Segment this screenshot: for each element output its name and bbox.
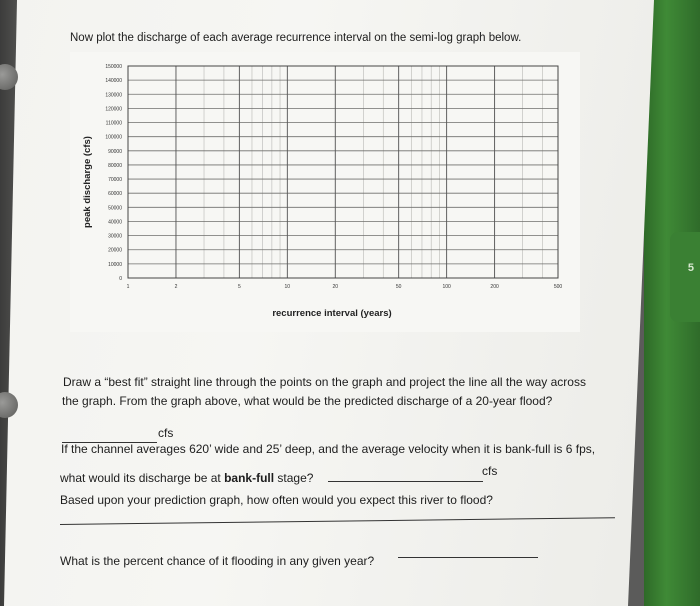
x-tick-label: 1 <box>126 284 130 290</box>
question-4: What is the percent chance of it flooding in any given year? <box>60 554 375 568</box>
question-1-line-1: Draw a “best fit” straight line through the points on the graph and project the line all the way across <box>63 375 586 389</box>
question-3: Based upon your prediction graph, how often would you expect this river to flood? <box>60 493 493 507</box>
folder-tab <box>670 232 700 322</box>
y-tick-label: 20000 <box>108 247 122 254</box>
question-2-line-2: what would its discharge be at bank-full stage? <box>60 471 314 485</box>
graph-instruction: Now plot the discharge of each average recurrence interval on the semi-log graph below. <box>70 32 522 44</box>
folder-number: 5 <box>687 262 694 274</box>
x-tick-label: 50 <box>395 284 402 290</box>
y-tick-label: 10000 <box>108 261 122 268</box>
x-tick-label: 200 <box>490 284 499 290</box>
x-tick-label: 10 <box>284 284 291 290</box>
y-tick-label: 50000 <box>108 205 122 212</box>
x-axis-label: recurrence interval (years) <box>272 308 392 319</box>
y-tick-label: 40000 <box>108 219 122 226</box>
x-tick-label: 100 <box>442 284 451 290</box>
y-tick-label: 30000 <box>108 233 122 240</box>
y-axis-label: peak discharge (cfs) <box>82 136 93 228</box>
y-tick-label: 0 <box>119 276 122 282</box>
y-tick-label: 140000 <box>105 78 122 85</box>
y-tick-label: 110000 <box>105 120 122 127</box>
answer-1-unit: cfs <box>158 426 174 440</box>
answer-blank-4[interactable] <box>398 557 538 558</box>
y-tick-label: 80000 <box>108 162 122 169</box>
x-tick-label: 500 <box>553 284 563 290</box>
answer-2-unit: cfs <box>482 464 498 478</box>
semi-log-graph <box>70 52 580 332</box>
y-tick-label: 150000 <box>105 64 122 70</box>
x-tick-label: 2 <box>174 284 178 290</box>
question-1-line-2: the graph. From the graph above, what would be the predicted discharge of a 20-year flood? <box>62 394 553 408</box>
y-tick-label: 120000 <box>105 106 122 113</box>
y-tick-label: 100000 <box>105 134 122 141</box>
y-tick-label: 70000 <box>108 177 122 184</box>
x-tick-label: 5 <box>237 284 241 290</box>
y-tick-label: 130000 <box>105 92 122 99</box>
y-tick-label: 90000 <box>108 148 122 155</box>
question-2-line-1: If the channel averages 620’ wide and 25’ deep, and the average velocity when it is bank-full is 6 fps, <box>61 442 596 456</box>
answer-blank-2[interactable] <box>328 481 483 482</box>
x-tick-label: 20 <box>332 284 339 290</box>
y-tick-label: 60000 <box>108 191 122 198</box>
